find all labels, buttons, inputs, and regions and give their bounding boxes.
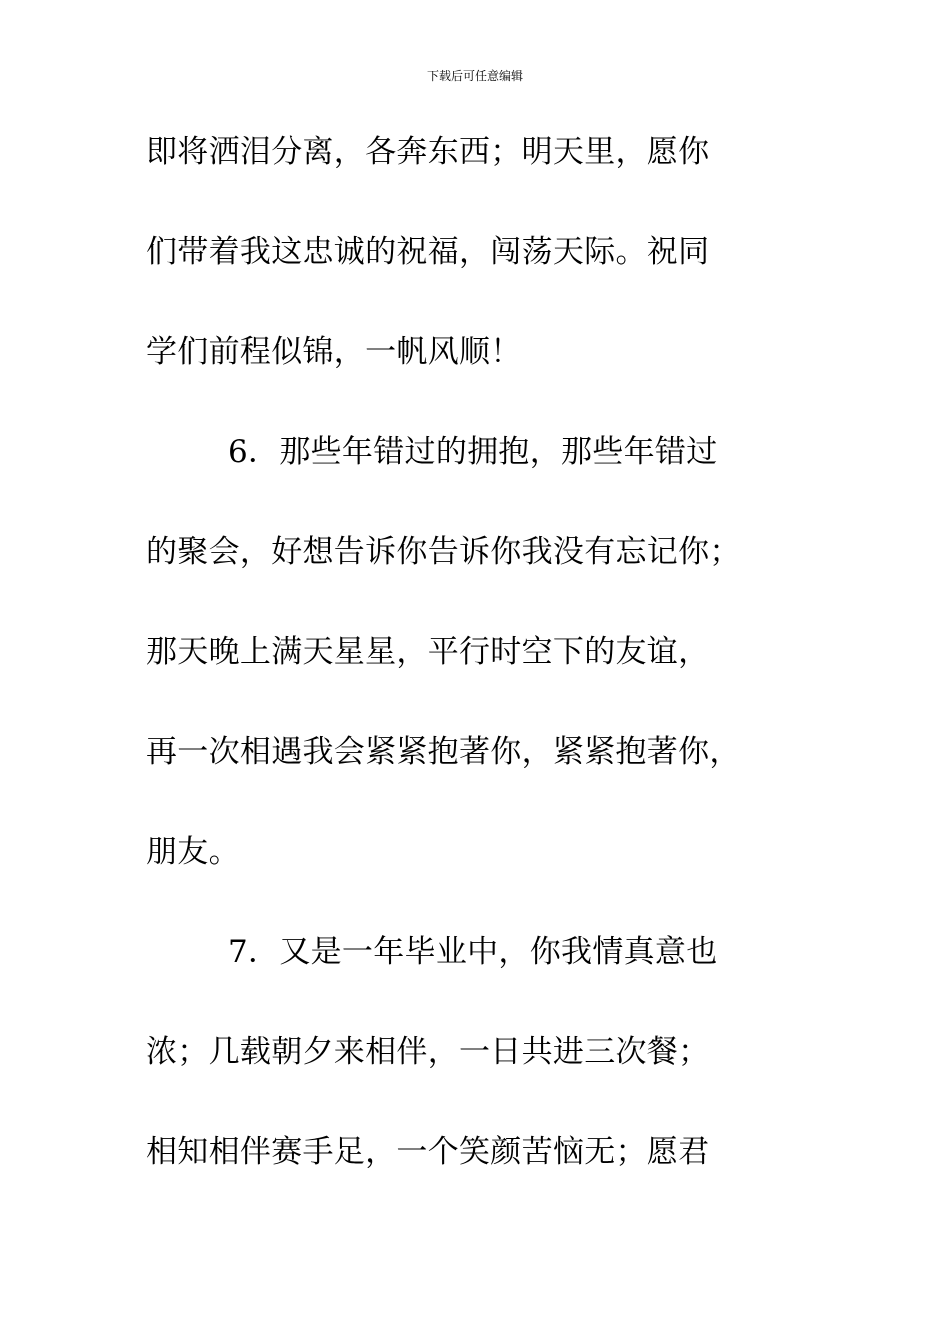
text-line: 再一次相遇我会紧紧抱著你，紧紧抱著你， [146, 734, 741, 770]
text-line: 那天晚上满天星星，平行时空下的友谊， [146, 634, 710, 670]
text-line: 即将洒泪分离，各奔东西；明天里，愿你 [146, 134, 710, 170]
text-line: 学们前程似锦，一帆风顺！ [146, 334, 522, 370]
text-line: 的聚会，好想告诉你告诉你我没有忘记你； [146, 534, 741, 570]
text-line: 相知相伴赛手足，一个笑颜苦恼无；愿君 [146, 1134, 710, 1170]
text-line: 们带着我这忠诚的祝福，闯荡天际。祝同 [146, 234, 710, 270]
header-note: 下载后可任意编辑 [426, 69, 523, 83]
paragraph-start-line: 6．那些年错过的拥抱，那些年错过 [228, 434, 718, 470]
paragraph-start-line: 7．又是一年毕业中，你我情真意也 [228, 934, 718, 970]
text-line: 朋友。 [146, 834, 240, 870]
text-line: 浓；几载朝夕来相伴，一日共进三次餐； [146, 1034, 710, 1070]
